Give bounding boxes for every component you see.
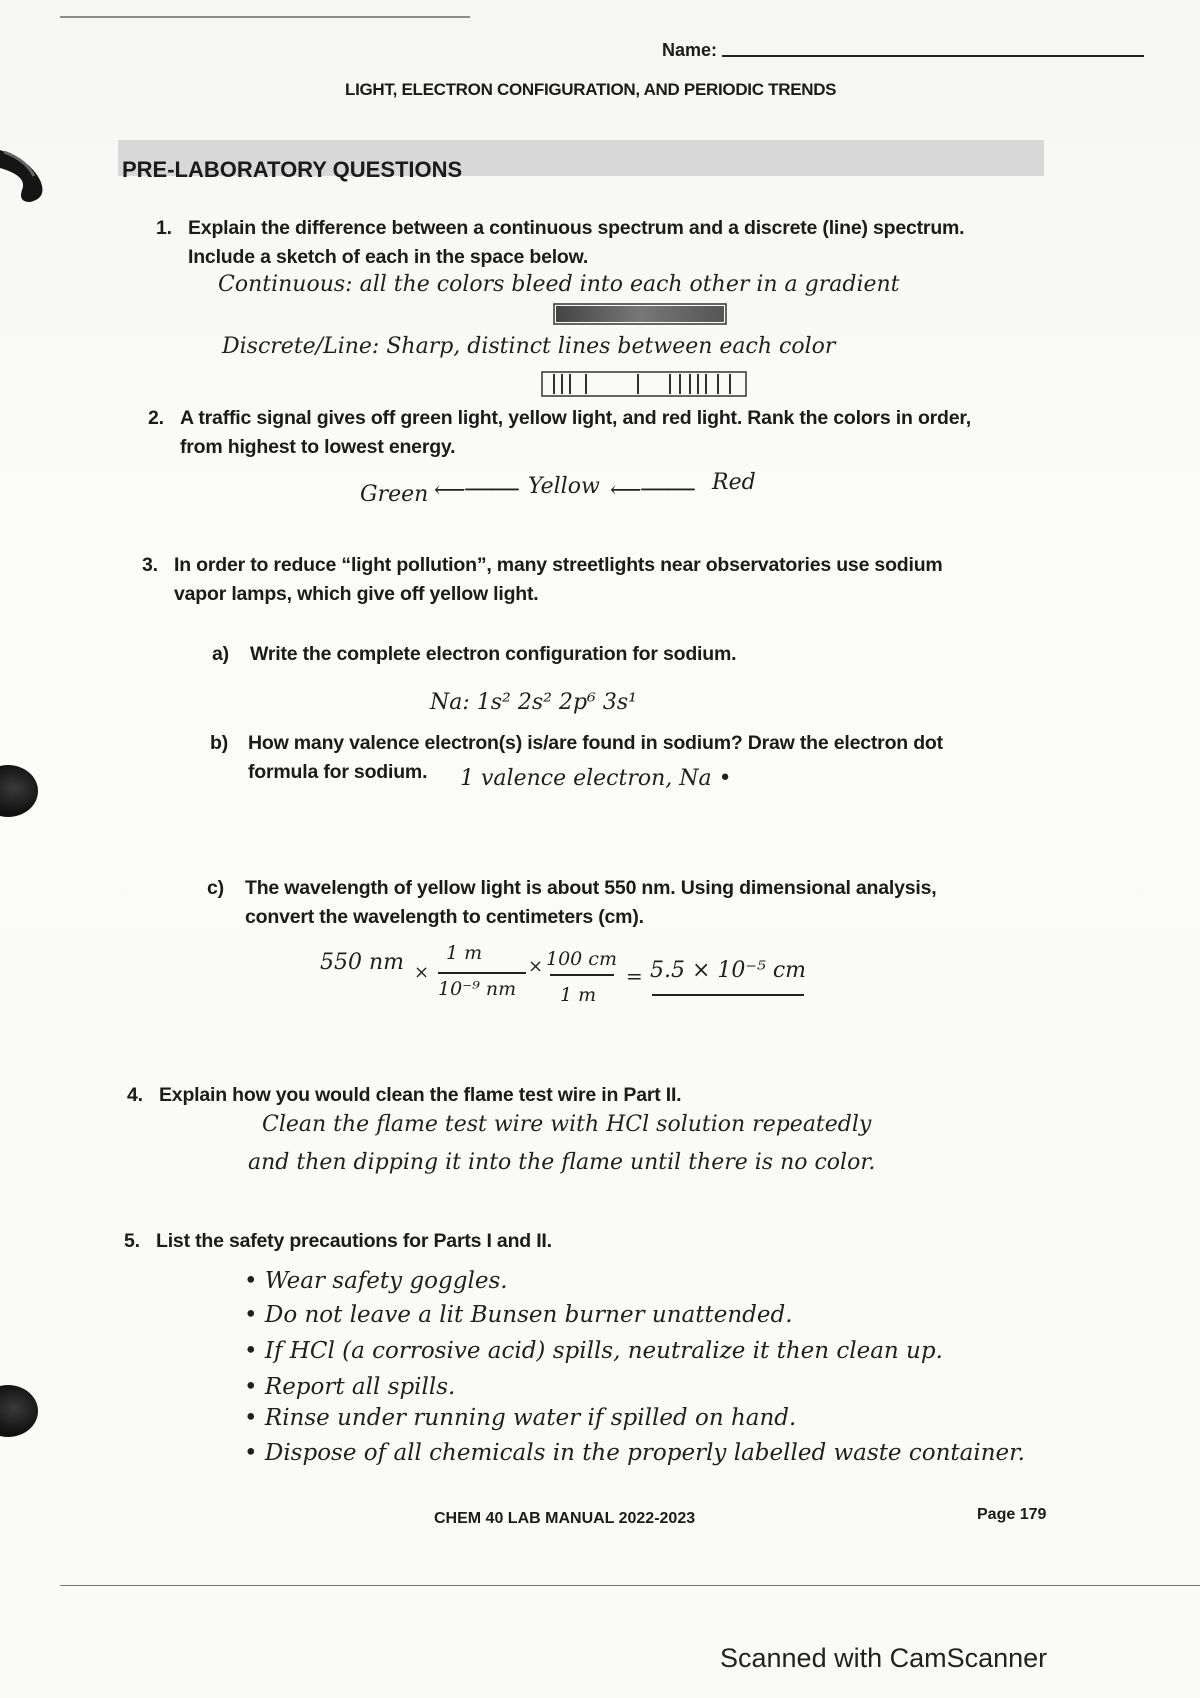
- continuous-spectrum-sketch: [552, 300, 732, 328]
- question-4-text: Explain how you would clean the flame test wire in Part II.: [159, 1084, 682, 1106]
- arrow-left-icon: ⟵────: [434, 478, 519, 503]
- answer-3b: 1 valence electron, Na •: [460, 766, 732, 791]
- bottom-rule: [60, 1585, 1200, 1586]
- answer-2-green: Green: [360, 482, 429, 507]
- question-3c-line1: The wavelength of yellow light is about 550 nm. Using dimensional analysis,: [245, 877, 937, 899]
- question-2-number: 2.: [148, 407, 164, 429]
- times-symbol: ×: [528, 956, 544, 977]
- scanner-watermark: Scanned with CamScanner: [720, 1643, 1048, 1673]
- question-3b-line2: formula for sodium.: [248, 761, 428, 783]
- safety-item: • Dispose of all chemicals in the properly labelled waste container.: [244, 1440, 1025, 1466]
- answer-2-yellow: Yellow: [528, 474, 600, 499]
- question-4-number: 4.: [127, 1084, 143, 1106]
- answer-1-continuous: Continuous: all the colors bleed into each other in a gradient: [218, 272, 900, 297]
- question-3c-label: c): [207, 877, 224, 899]
- equals-symbol: =: [626, 964, 643, 988]
- fraction-2-bar: [550, 974, 614, 976]
- result-underline: [652, 994, 804, 996]
- question-1-line2: Include a sketch of each in the space below.: [188, 246, 589, 268]
- question-5: [124, 1227, 552, 1256]
- question-1: [156, 214, 964, 272]
- answer-3c-lead: 550 nm: [320, 950, 405, 975]
- question-3a: [212, 640, 736, 669]
- answer-3a: Na: 1s² 2s² 2p⁶ 3s¹: [430, 690, 637, 715]
- answer-4-line1: Clean the flame test wire with HCl solution repeatedly: [262, 1112, 872, 1137]
- times-symbol: ×: [414, 962, 430, 983]
- name-field-line: [722, 55, 1144, 57]
- question-3b-label: b): [210, 732, 229, 754]
- question-5-number: 5.: [124, 1230, 140, 1252]
- fraction-1-bar: [438, 972, 526, 974]
- section-title: PRE-LABORATORY QUESTIONS: [122, 157, 463, 182]
- question-5-text: List the safety precautions for Parts I and II.: [156, 1230, 552, 1252]
- question-3a-text: Write the complete electron configuration for sodium.: [250, 643, 737, 665]
- question-2: [148, 404, 971, 462]
- question-3-number: 3.: [142, 554, 158, 576]
- footer-manual: CHEM 40 LAB MANUAL 2022-2023: [434, 1510, 696, 1527]
- arrow-left-icon: ⟵────: [610, 478, 695, 503]
- question-2-line1: A traffic signal gives off green light, yellow light, and red light. Rank the colors in order,: [180, 407, 971, 429]
- question-2-line2: from highest to lowest energy.: [180, 436, 456, 458]
- question-3b-line1: How many valence electron(s) is/are found in sodium? Draw the electron dot: [248, 732, 943, 754]
- question-1-line1: Explain the difference between a continuous spectrum and a discrete (line) spectrum.: [188, 217, 965, 239]
- fraction-2-denominator: 1 m: [560, 984, 597, 1006]
- safety-item: • Report all spills.: [244, 1374, 456, 1400]
- safety-item: • Do not leave a lit Bunsen burner unattended.: [244, 1302, 793, 1328]
- answer-4-line2: and then dipping it into the flame until there is no color.: [248, 1150, 876, 1175]
- safety-item: • If HCl (a corrosive acid) spills, neutralize it then clean up.: [244, 1338, 943, 1364]
- question-3: [142, 551, 943, 609]
- footer-page-number: Page 179: [977, 1506, 1047, 1523]
- question-3a-label: a): [212, 643, 229, 665]
- question-3-line1: In order to reduce “light pollution”, many streetlights near observatories use sodium: [174, 554, 943, 576]
- question-3c: [207, 874, 937, 932]
- document-title: LIGHT, ELECTRON CONFIGURATION, AND PERIODIC TRENDS: [345, 80, 837, 99]
- answer-2-red: Red: [712, 470, 756, 495]
- fraction-2-numerator: 100 cm: [546, 948, 617, 970]
- question-3-line2: vapor lamps, which give off yellow light.: [174, 583, 539, 605]
- binder-clip: [0, 140, 70, 210]
- answer-3c-result: 5.5 × 10⁻⁵ cm: [650, 958, 807, 983]
- fraction-1-numerator: 1 m: [446, 942, 483, 964]
- top-rule: [60, 16, 470, 18]
- question-3c-line2: convert the wavelength to centimeters (cm).: [245, 906, 644, 928]
- line-spectrum-sketch: [540, 368, 750, 400]
- name-label: Name:: [662, 40, 718, 60]
- safety-item: • Rinse under running water if spilled on hand.: [244, 1405, 797, 1431]
- binder-hole-middle: [0, 765, 38, 817]
- safety-item: • Wear safety goggles.: [244, 1268, 508, 1294]
- answer-1-discrete: Discrete/Line: Sharp, distinct lines between each color: [222, 334, 836, 359]
- binder-hole-bottom: [0, 1385, 38, 1437]
- fraction-1-denominator: 10⁻⁹ nm: [438, 978, 517, 1000]
- question-4: [127, 1081, 681, 1110]
- question-1-number: 1.: [156, 217, 172, 239]
